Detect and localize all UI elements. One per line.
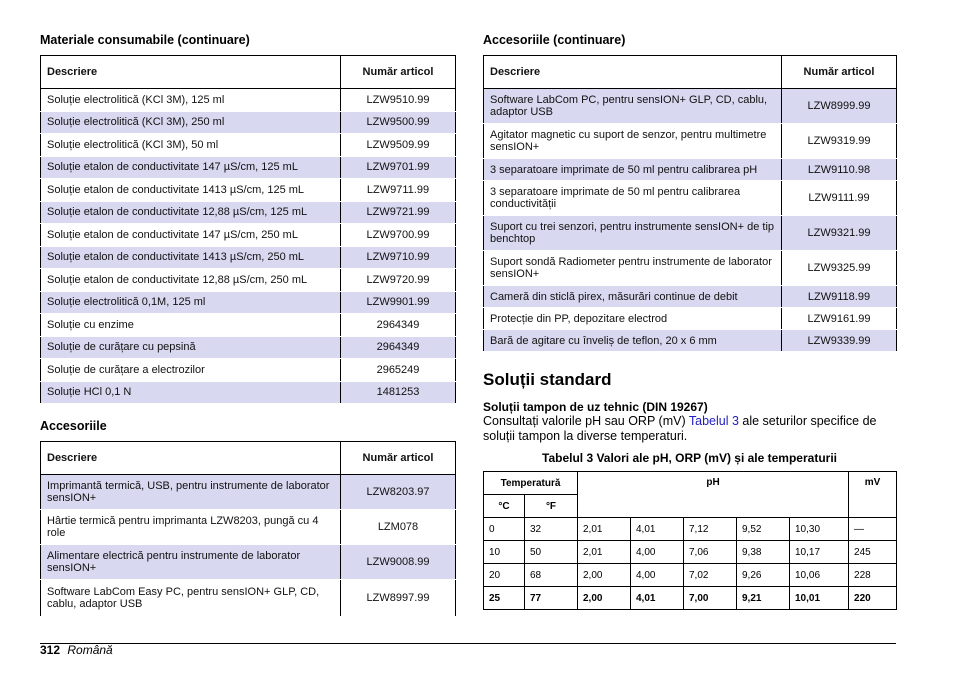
row-item-number: 1481253 [341,381,456,404]
row-description: 3 separatoare imprimate de 50 ml pentru calibrarea pH [484,159,782,181]
row-item-number: LZW9321.99 [782,216,897,251]
table-cell: 32 [525,518,578,541]
table-row [41,134,456,157]
row-description: Software LabCom PC, pentru sensION+ GLP, CD, cablu, adaptor USB [484,89,782,124]
row-item-number: LZW9700.99 [341,224,456,247]
col-header-description: Descriere [484,56,782,89]
table-cell: 10,30 [790,518,849,541]
table-row [484,587,897,610]
table-cell: 77 [525,587,578,610]
row-description: Hârtie termică pentru imprimanta LZW8203, pungă cu 4 role [41,510,341,545]
table-cell: — [849,518,897,541]
footer-rule [40,643,896,644]
table-row [484,518,897,541]
table-cell: 10,17 [790,541,849,564]
table-cell: 25 [484,587,525,610]
celsius-header: °C [484,495,525,518]
consumables-table [40,55,456,404]
table-cell: 7,12 [684,518,737,541]
table-row [41,179,456,202]
para-text-start: Consultați valorile pH sau ORP (mV) [483,414,689,428]
table-cell: 0 [484,518,525,541]
para-text-line2: soluții tampon la diverse temperaturi. [483,429,688,443]
row-description: Soluție etalon de conductivitate 1413 µS/cm, 125 mL [41,179,341,202]
table-cell: 2,00 [578,564,631,587]
row-description: Agitator magnetic cu suport de senzor, pentru multimetre sensION+ [484,124,782,159]
standard-solutions-heading: Soluții standard [483,370,612,389]
row-description: Soluție HCl 0,1 N [41,381,341,404]
row-description: Soluție electrolitică (KCl 3M), 50 ml [41,134,341,157]
table-row [41,201,456,224]
row-item-number: LZW8203.97 [341,475,456,510]
table-cell: 10,01 [790,587,849,610]
mv-header: mV [849,472,897,518]
row-item-number: LZW9111.99 [782,181,897,216]
col-header-item-number: Număr articol [341,56,456,89]
table-cell: 68 [525,564,578,587]
table-cell: 9,38 [737,541,790,564]
table-cell: 7,00 [684,587,737,610]
table-row [484,330,897,352]
row-item-number: LZW9110.98 [782,159,897,181]
table3-caption: Tabelul 3 Valori ale pH, ORP (mV) și ale temperaturii [542,451,837,465]
row-item-number: LZW9510.99 [341,89,456,112]
footer [40,643,113,657]
row-description: 3 separatoare imprimate de 50 ml pentru calibrarea conductivității [484,181,782,216]
table-row [41,580,456,617]
buffer-paragraph [483,414,903,444]
row-item-number: 2964349 [341,314,456,337]
row-item-number: LZW9710.99 [341,246,456,269]
ph-table [483,471,897,610]
table-row [41,475,456,510]
table-row [484,124,897,159]
table-row [484,564,897,587]
table-row [484,308,897,330]
table-cell: 245 [849,541,897,564]
table-cell: 228 [849,564,897,587]
table-row [41,336,456,359]
table-cell: 2,01 [578,518,631,541]
table3-link[interactable]: Tabelul 3 [688,414,739,428]
accessories-title: Accesoriile [40,419,107,433]
row-item-number: LZW9500.99 [341,111,456,134]
table-row [41,291,456,314]
table-cell: 220 [849,587,897,610]
row-description: Cameră din sticlă pirex, măsurări continue de debit [484,286,782,308]
row-description: Soluție electrolitică 0,1M, 125 ml [41,291,341,314]
para-text-end: ale seturilor specifice de [738,414,877,428]
row-description: Soluție etalon de conductivitate 12,88 µS/cm, 250 mL [41,269,341,292]
table-cell: 4,01 [631,587,684,610]
table-cell: 2,00 [578,587,631,610]
row-description: Protecție din PP, depozitare electrod [484,308,782,330]
table-cell: 50 [525,541,578,564]
footer-language: Română [67,643,113,657]
table-row [41,269,456,292]
table-cell: 4,00 [631,564,684,587]
col-header-description: Descriere [41,442,341,475]
row-item-number: 2965249 [341,359,456,382]
table-row [484,89,897,124]
table-cell: 7,06 [684,541,737,564]
row-item-number: LZW9161.99 [782,308,897,330]
row-description: Soluție etalon de conductivitate 147 µS/cm, 125 mL [41,156,341,179]
row-description: Soluție etalon de conductivitate 12,88 µS/cm, 125 mL [41,201,341,224]
row-item-number: LZW9325.99 [782,251,897,286]
table-row [41,156,456,179]
table-row [484,286,897,308]
col-header-description: Descriere [41,56,341,89]
consumables-title: Materiale consumabile (continuare) [40,33,250,47]
table-cell: 9,26 [737,564,790,587]
accessories-cont-table [483,55,897,352]
row-description: Soluție de curățare a electrozilor [41,359,341,382]
row-item-number: LZW9721.99 [341,201,456,224]
row-description: Bară de agitare cu înveliș de teflon, 20 x 6 mm [484,330,782,352]
row-item-number: LZW9339.99 [782,330,897,352]
col-header-item-number: Număr articol [782,56,897,89]
temperature-header: Temperatură [484,472,578,495]
table-cell: 9,21 [737,587,790,610]
table-cell: 2,01 [578,541,631,564]
table-cell: 10 [484,541,525,564]
table-row [41,545,456,580]
row-item-number: LZW8999.99 [782,89,897,124]
table-cell: 4,00 [631,541,684,564]
buffer-subheading: Soluții tampon de uz tehnic (DIN 19267) [483,400,708,414]
page-number: 312 [40,643,61,657]
row-description: Software LabCom Easy PC, pentru sensION+ GLP, CD, cablu, adaptor USB [41,580,341,617]
row-item-number: LZW9701.99 [341,156,456,179]
fahrenheit-header: °F [525,495,578,518]
row-description: Soluție etalon de conductivitate 147 µS/cm, 250 mL [41,224,341,247]
table-row [41,111,456,134]
accessories-cont-title: Accesoriile (continuare) [483,33,626,47]
ph-header: pH [578,472,849,518]
table-row [484,181,897,216]
table-cell: 20 [484,564,525,587]
table-cell: 4,01 [631,518,684,541]
row-item-number: LZW9319.99 [782,124,897,159]
row-description: Alimentare electrică pentru instrumente de laborator sensION+ [41,545,341,580]
row-description: Soluție etalon de conductivitate 1413 µS/cm, 250 mL [41,246,341,269]
table-row [484,541,897,564]
table-row [41,89,456,112]
row-item-number: LZW9008.99 [341,545,456,580]
table-row [41,246,456,269]
accessories-table [40,441,456,617]
row-description: Suport cu trei senzori, pentru instrumente sensION+ de tip benchtop [484,216,782,251]
row-item-number: LZW9118.99 [782,286,897,308]
row-description: Soluție electrolitică (KCl 3M), 250 ml [41,111,341,134]
row-description: Suport sondă Radiometer pentru instrumente de laborator sensION+ [484,251,782,286]
table-row [41,224,456,247]
table-row [41,359,456,382]
row-item-number: LZW8997.99 [341,580,456,617]
row-item-number: LZW9711.99 [341,179,456,202]
row-description: Imprimantă termică, USB, pentru instrumente de laborator sensION+ [41,475,341,510]
row-description: Soluție cu enzime [41,314,341,337]
table-row [41,314,456,337]
table-cell: 10,06 [790,564,849,587]
row-description: Soluție electrolitică (KCl 3M), 125 ml [41,89,341,112]
table-row [41,381,456,404]
row-item-number: 2964349 [341,336,456,359]
row-item-number: LZW9720.99 [341,269,456,292]
table-cell: 9,52 [737,518,790,541]
table-row [484,251,897,286]
table-cell: 7,02 [684,564,737,587]
table-row [484,216,897,251]
col-header-item-number: Număr articol [341,442,456,475]
row-item-number: LZM078 [341,510,456,545]
row-item-number: LZW9901.99 [341,291,456,314]
row-description: Soluție de curățare cu pepsină [41,336,341,359]
table-row [41,510,456,545]
table-row [484,159,897,181]
row-item-number: LZW9509.99 [341,134,456,157]
